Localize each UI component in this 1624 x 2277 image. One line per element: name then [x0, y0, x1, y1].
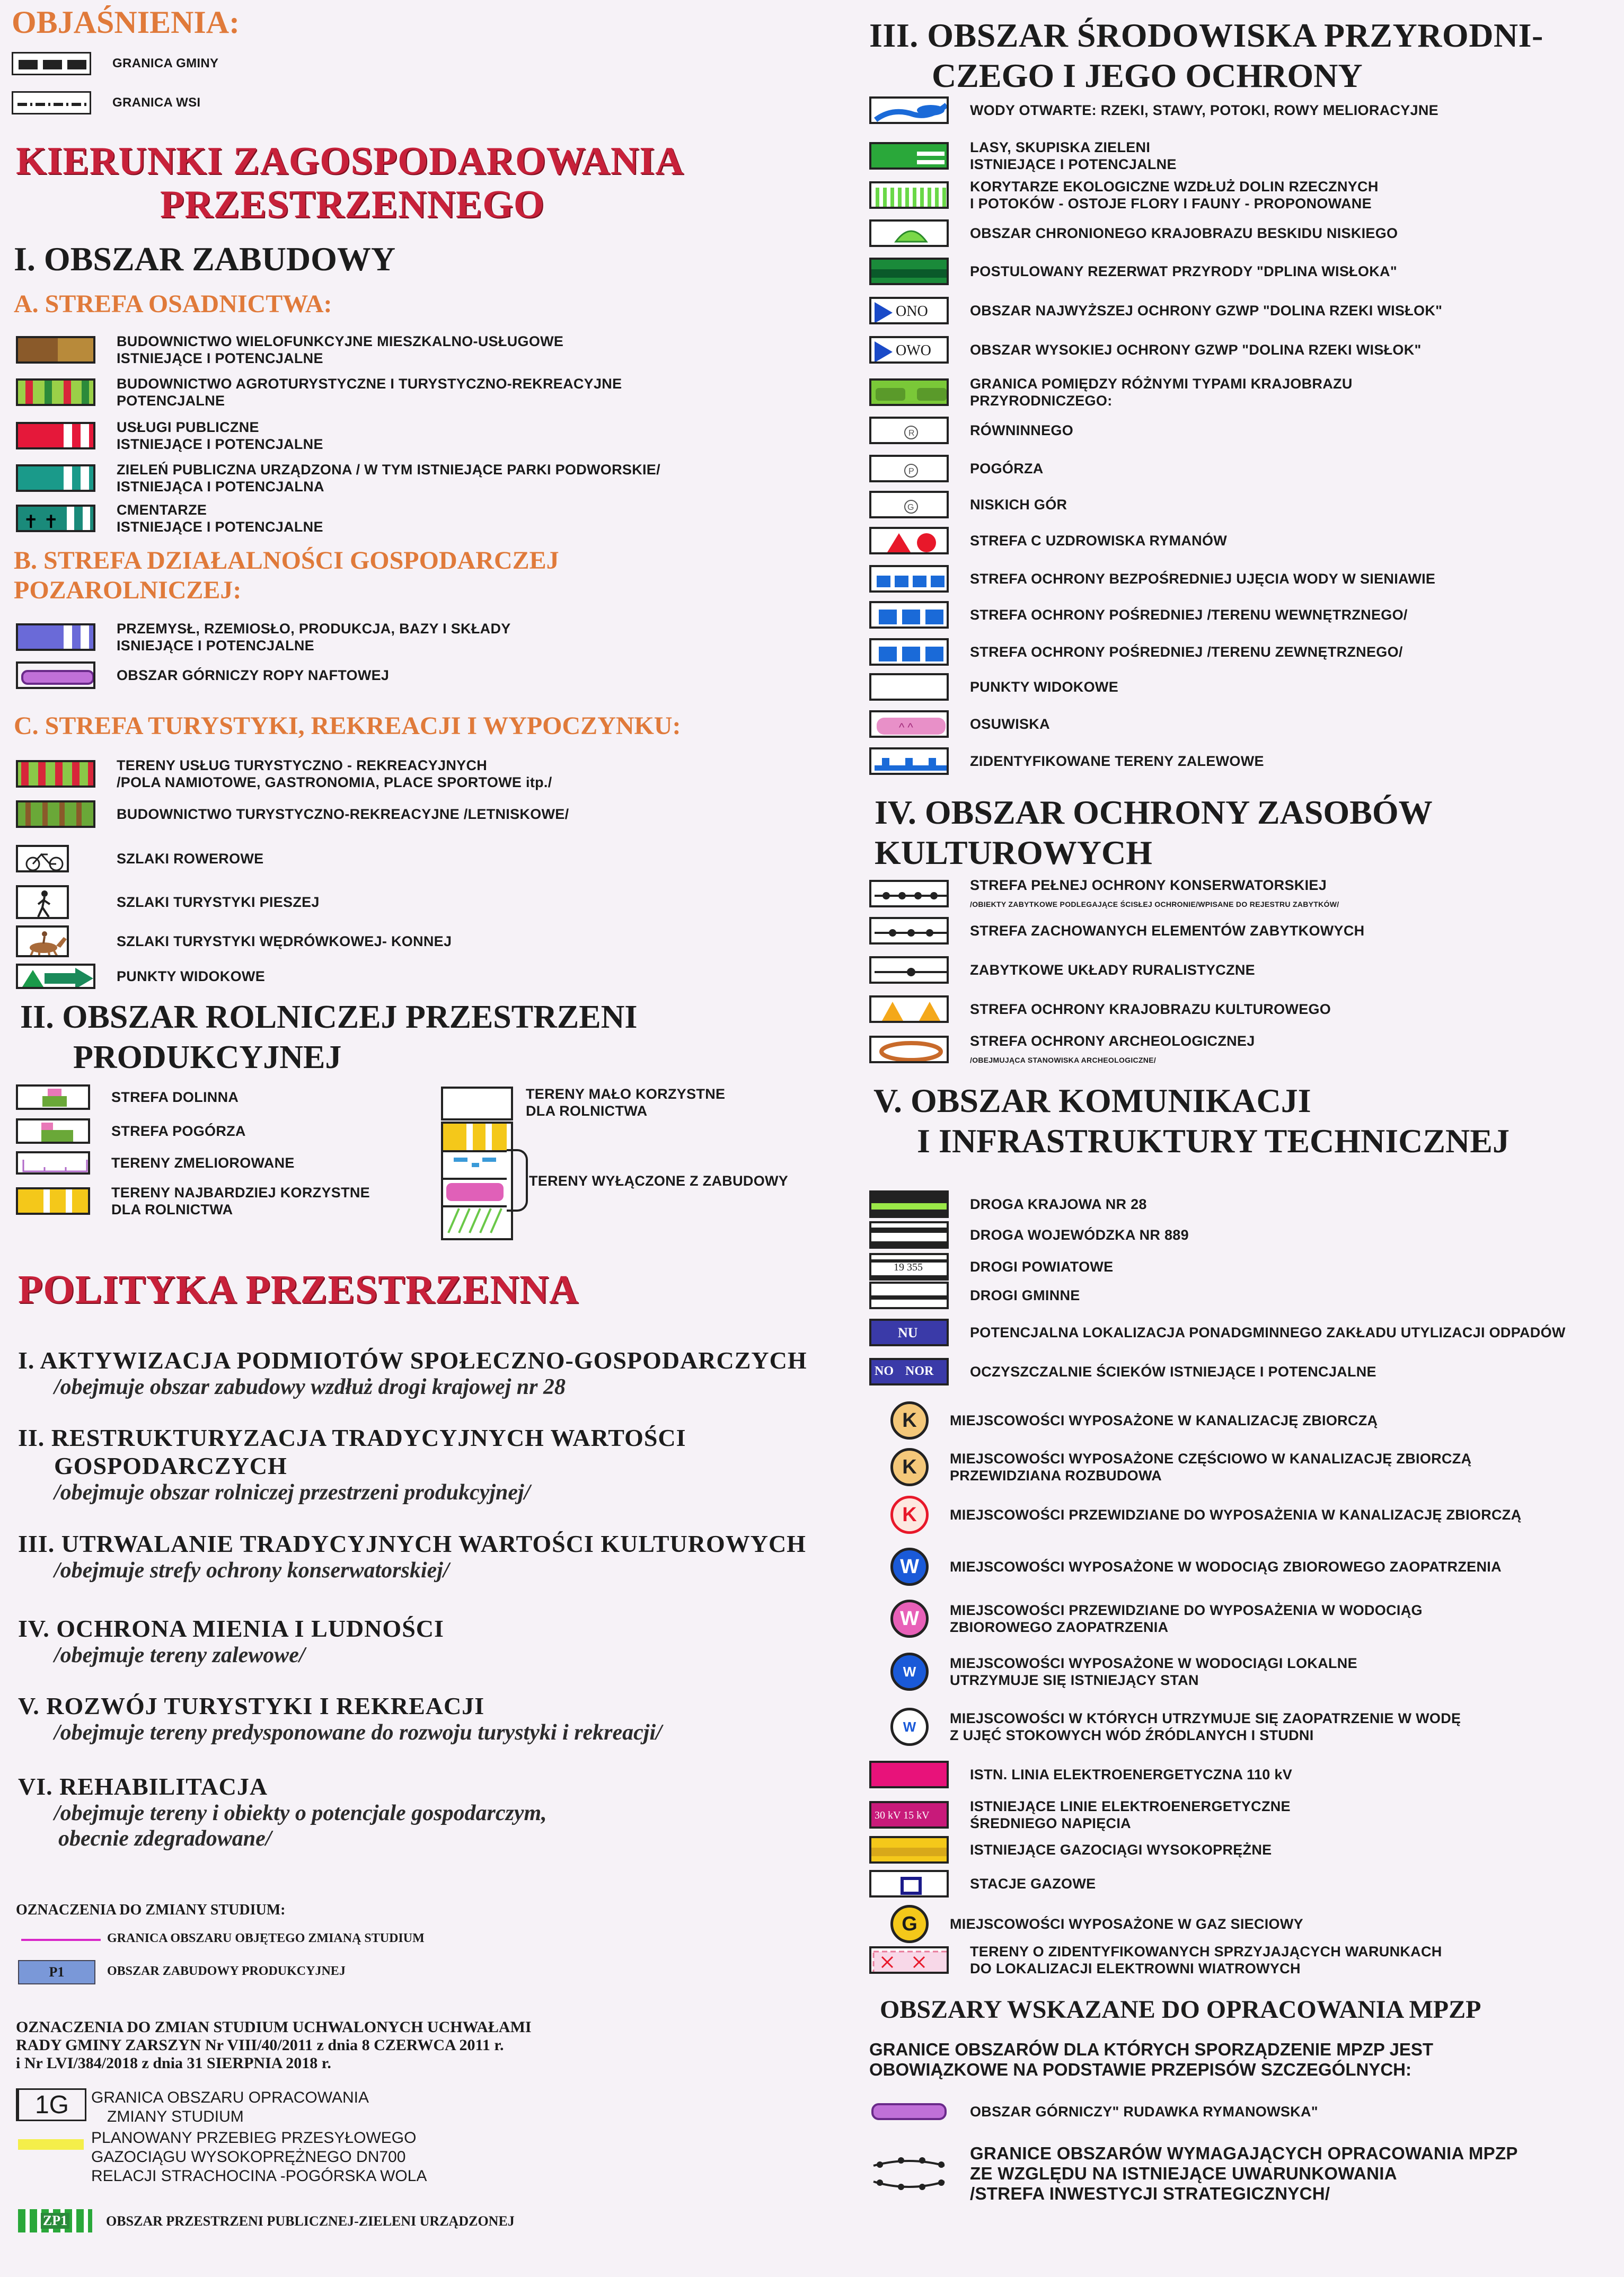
sec5-title-1: V. OBSZAR KOMUNIKACJI — [873, 1082, 1311, 1119]
sec2-item-sub: DLA ROLNICTWA — [111, 1202, 233, 1217]
sec1-title: I. OBSZAR ZABUDOWY — [14, 240, 396, 278]
sec3-item-9 — [869, 455, 1044, 482]
sec4-item-1-label: STREFA ZACHOWANYCH ELEMENTÓW ZABYTKOWYCH — [970, 923, 1365, 939]
legend-item-granica-wsi — [12, 91, 200, 114]
energy-item-3-label: STACJE GAZOWE — [970, 1876, 1096, 1892]
utility-sub: ZBIOROWEGO ZAOPATRZENIA — [950, 1619, 1169, 1635]
sec3-item-0-symbol — [869, 96, 949, 124]
sec5-road-0-label: DROGA KRAJOWA NR 28 — [970, 1196, 1147, 1212]
sec3-item-1-symbol — [869, 142, 949, 170]
granica-wsi-label: GRANICA WSI — [112, 95, 201, 110]
sec3-item-3 — [869, 219, 1398, 247]
sec3-item-2 — [869, 178, 1379, 212]
sec4-item-1-symbol — [869, 917, 949, 945]
b-item-label: PRZEMYSŁ, RZEMIOSŁO, PRODUKCJA, BAZY I SKŁADY — [117, 621, 511, 637]
sec4-item-4-label: STREFA OCHRONY ARCHEOLOGICZNEJ — [970, 1033, 1255, 1049]
wylaczone-symbol — [441, 1122, 513, 1240]
mpzp-sub-l1: GRANICE OBSZARÓW DLA KTÓRYCH SPORZĄDZENIE MPZP JEST — [869, 2040, 1433, 2059]
sewer-icon: K — [890, 1496, 929, 1534]
energy-item-1 — [869, 1798, 1291, 1832]
water-supply-icon: W — [890, 1600, 929, 1638]
a-item-sub: ISTNIEJĄCE I POTENCJALNE — [117, 350, 323, 366]
sec3-item-2-sub: I POTOKÓW - OSTOJE FLORY I FAUNY - PROPONOWANE — [970, 196, 1372, 211]
g1-symbol: 1G — [16, 2088, 86, 2121]
polityka-item-1 — [18, 1346, 807, 1400]
polityka-item-title: III. UTRWALANIE TRADYCYJNYCH WARTOŚCI KULTUROWYCH — [18, 1530, 806, 1557]
utility-item-0 — [869, 1401, 1378, 1440]
utility-item-2 — [869, 1496, 1521, 1534]
sec3-item-9-label: POGÓRZA — [970, 461, 1044, 476]
sec3-item-1-label: LASY, SKUPISKA ZIELENI — [970, 139, 1151, 155]
a-item-label: USŁUGI PUBLICZNE — [117, 419, 259, 435]
sec3-item-7 — [869, 375, 1353, 409]
sec5-road-5 — [869, 1358, 1376, 1385]
polityka-item-sub: /obejmuje obszar rolniczej przestrzeni produkcyjnej/ — [54, 1480, 531, 1505]
sec5-road-4-symbol — [869, 1319, 949, 1346]
sec5-road-0 — [869, 1190, 1147, 1218]
g1-label — [91, 2088, 369, 2126]
kierunki-title-2: PRZESTRZENNEGO — [160, 183, 545, 226]
sec5-road-3-symbol — [869, 1282, 949, 1309]
zp1-label: OBSZAR PRZESTRZENI PUBLICZNEJ-ZIELENI URZĄDZONEJ — [106, 2213, 515, 2229]
a-item-uslugi-publiczne — [16, 419, 323, 453]
polityka-item-sub: /obejmuje tereny i obiekty o potencjale gospodarczym, — [54, 1801, 547, 1825]
bicycle-icon — [16, 845, 69, 872]
sec4-item-1 — [869, 917, 1364, 945]
strefa-a-title: A. STREFA OSADNICTWA: — [14, 290, 332, 318]
sec3-item-5-label: OBSZAR NAJWYŻSZEJ OCHRONY GZWP "DOLINA RZEKI WISŁOK" — [970, 303, 1443, 319]
sec3-item-5-symbol — [869, 297, 949, 324]
svg-text:G: G — [907, 503, 914, 512]
utility-sub: UTRZYMUJE SIĘ ISTNIEJĄCY STAN — [950, 1672, 1199, 1688]
c-item-szlaki-konne — [16, 925, 452, 957]
sec3-item-8 — [869, 417, 1073, 444]
zp1-symbol — [18, 2209, 92, 2232]
polityka-item-title-2: GOSPODARCZYCH — [54, 1452, 287, 1479]
zmiany-title: OZNACZENIA DO ZMIANY STUDIUM: — [16, 1902, 286, 1918]
boundary-symbol — [12, 52, 91, 75]
b-item-label: OBSZAR GÓRNICZY ROPY NAFTOWEJ — [117, 667, 390, 683]
sec3-item-17-symbol — [869, 747, 949, 775]
a-item-sub: ISTNIEJĄCE I POTENCJALNE — [117, 519, 323, 535]
polityka-item-title: VI. REHABILITACJA — [18, 1773, 268, 1800]
mpzp-gorniczy — [869, 2098, 1318, 2125]
brown-fill-symbol — [16, 336, 95, 364]
polityka-item-title: I. AKTYWIZACJA PODMIOTÓW SPOŁECZNO-GOSPODARCZYCH — [18, 1347, 807, 1374]
utility-item-1 — [869, 1448, 1471, 1486]
mpzp-title: OBSZARY WSKAZANE DO OPRACOWANIA MPZP — [880, 1996, 1481, 2024]
c-item-szlaki-rowerowe — [16, 845, 263, 872]
malo-korzystne-label — [526, 1085, 725, 1119]
wym-l2: ZE WZGLĘDU NA ISTNIEJĄCE UWARUNKOWANIA — [970, 2164, 1397, 2183]
polityka-item-title: IV. OCHRONA MIENIA I LUDNOŚCI — [18, 1615, 444, 1642]
utility-item-6 — [869, 1708, 1461, 1746]
sec4-item-2 — [869, 956, 1255, 984]
utility-label: MIEJSCOWOŚCI W KTÓRYCH UTRZYMUJE SIĘ ZAOPATRZENIE W WODĘ — [950, 1710, 1461, 1726]
sec5-road-3 — [869, 1282, 1080, 1309]
water-supply-icon: W — [890, 1548, 929, 1586]
sec3-item-7-sub: PRZYRODNICZEGO: — [970, 393, 1113, 409]
energy-item-5-symbol — [869, 1946, 949, 1974]
sec2-item-dolinna — [16, 1084, 239, 1110]
energy-item-2-symbol — [869, 1836, 949, 1864]
wylaczone-label: TERENY WYŁĄCZONE Z ZABUDOWY — [529, 1173, 789, 1189]
utility-label: MIEJSCOWOŚCI WYPOSAŻONE CZĘŚCIOWO W KANALIZACJĘ ZBIORCZĄ — [950, 1451, 1472, 1467]
sec4-item-3-symbol — [869, 995, 949, 1023]
sec4-item-0 — [869, 877, 1339, 911]
mpzp-sub-l2: OBOWIĄZKOWE NA PODSTAWIE PRZEPISÓW SZCZEGÓLNYCH: — [869, 2060, 1411, 2079]
a-item-label: CMENTARZE — [117, 502, 207, 518]
yellow-stripe-symbol — [16, 1187, 90, 1215]
mpzp-gorniczy-label: OBSZAR GÓRNICZY" RUDAWKA RYMANOWSKA" — [970, 2104, 1318, 2120]
kierunki-title-1: KIERUNKI ZAGOSPODAROWANIA — [16, 139, 684, 183]
sec5-road-1 — [869, 1221, 1189, 1249]
sec4-title-2: KULTUROWYCH — [875, 834, 1152, 871]
b-item-sub: ISNIEJĄCE I POTENCJALNE — [117, 638, 314, 654]
legend-item-granica-gminy — [12, 52, 218, 75]
viewpoint-arrow-icon — [16, 964, 95, 989]
sec3-item-11 — [869, 527, 1227, 554]
red-stripe-symbol — [16, 422, 95, 449]
sec2-item-label: STREFA DOLINNA — [111, 1089, 239, 1105]
sec3-item-10-symbol — [869, 491, 949, 518]
sec3-item-10 — [869, 491, 1067, 518]
utility-label: MIEJSCOWOŚCI PRZEWIDZIANE DO WYPOSAŻENIA W WODOCIĄG — [950, 1602, 1423, 1618]
utility-sub: Z UJĘĆ STOKOWYCH WÓD ŹRÓDLANYCH I STUDNI — [950, 1727, 1314, 1743]
c-item-szlaki-piesze — [16, 885, 320, 919]
sec3-item-4-symbol — [869, 258, 949, 285]
sec4-item-0-symbol — [869, 880, 949, 907]
gas-pipeline-line — [18, 2139, 84, 2150]
gas-icon: G — [890, 1905, 929, 1943]
a-item-cmentarze — [16, 501, 323, 535]
energy-item-1-symbol — [869, 1801, 949, 1829]
sec4-item-4-sub: /OBEJMUJĄCA STANOWISKA ARCHEOLOGICZNE/ — [970, 1056, 1157, 1064]
wym-l1: GRANICE OBSZARÓW WYMAGAJĄCYCH OPRACOWANIA MPZP — [970, 2143, 1518, 2163]
energy-item-0-label: ISTN. LINIA ELEKTROENERGETYCZNA 110 kV — [970, 1767, 1292, 1782]
sec3-item-0 — [869, 96, 1438, 124]
sec3-item-12-label: STREFA OCHRONY BEZPOŚREDNIEJ UJĘCIA WODY W SIENIAWIE — [970, 571, 1436, 587]
utility-label: MIEJSCOWOŚCI PRZEWIDZIANE DO WYPOSAŻENIA W KANALIZACJĘ ZBIORCZĄ — [950, 1507, 1522, 1523]
sec3-item-3-symbol — [869, 219, 949, 247]
energy-item-0-symbol — [869, 1761, 949, 1788]
sec3-item-11-symbol — [869, 527, 949, 554]
sec2-item-zmeliorowane — [16, 1151, 295, 1175]
teal-stripe-symbol — [16, 464, 95, 492]
nor-code: NOR — [905, 1364, 934, 1378]
sec4-item-2-symbol — [869, 956, 949, 984]
c-item-uslugi-turystyczne — [16, 757, 552, 791]
green-brown-stripe-symbol — [16, 800, 95, 828]
malo-l2: DLA ROLNICTWA — [526, 1103, 648, 1119]
sec4-item-4-symbol — [869, 1036, 949, 1063]
energy-item-2-label: ISTNIEJĄCE GAZOCIĄGI WYSOKOPRĘŻNE — [970, 1842, 1272, 1858]
drained-land-symbol — [16, 1151, 90, 1175]
a-item-agroturystyczne — [16, 375, 622, 409]
sec3-item-14-symbol — [869, 638, 949, 666]
c-item-label: SZLAKI TURYSTYKI WĘDRÓWKOWEJ- KONNEJ — [117, 933, 452, 949]
sec4-item-0-label: STREFA PEŁNEJ OCHRONY KONSERWATORSKIEJ — [970, 877, 1327, 893]
foothill-symbol — [16, 1118, 90, 1144]
sec3-item-14 — [869, 638, 1403, 666]
sec3-item-17-label: ZIDENTYFIKOWANE TERENY ZALEWOWE — [970, 753, 1264, 769]
sec5-title-2: I INFRASTRUKTURY TECHNICZNEJ — [917, 1122, 1510, 1160]
sec5-road-1-label: DROGA WOJEWÓDZKA NR 889 — [970, 1227, 1189, 1243]
strefa-c-title: C. STREFA TURYSTYKI, REKREACJI I WYPOCZYNKU: — [14, 712, 681, 740]
energy-item-3-symbol — [869, 1870, 949, 1898]
sec3-title-1: III. OBSZAR ŚRODOWISKA PRZYRODNI- — [869, 16, 1543, 54]
c-item-label: PUNKTY WIDOKOWE — [117, 968, 265, 984]
mpzp-sub — [869, 2040, 1433, 2080]
polityka-item-2 — [18, 1424, 686, 1505]
red-green-stripe-symbol — [16, 760, 95, 788]
sec5-road-5-label: OCZYSZCZALNIE ŚCIEKÓW ISTNIEJĄCE I POTENCJALNE — [970, 1364, 1376, 1380]
sec5-road-2-symbol — [869, 1253, 949, 1281]
utility-item-4 — [869, 1600, 1423, 1638]
energy-item-3 — [869, 1870, 1096, 1898]
a-item-label: BUDOWNICTWO AGROTURYSTYCZNE I TURYSTYCZNO-REKREACYJNE — [117, 376, 622, 392]
polityka-item-6 — [18, 1772, 547, 1851]
mining-area-symbol — [869, 2098, 949, 2125]
polityka-item-5 — [18, 1692, 662, 1745]
owo-code: OWO — [896, 342, 931, 359]
polityka-item-sub: /obejmuje tereny predysponowane do rozwoju turystyki i rekreacji/ — [54, 1720, 662, 1745]
pedestrian-icon — [16, 885, 69, 919]
green-stripe-symbol — [16, 378, 95, 406]
polityka-item-title: II. RESTRUKTURYZACJA TRADYCYJNYCH WARTOŚCI — [18, 1424, 686, 1451]
utility-label: MIEJSCOWOŚCI WYPOSAŻONE W WODOCIĄG ZBIOROWEGO ZAOPATRZENIA — [950, 1559, 1502, 1575]
gaz-l1: PLANOWANY PRZEBIEG PRZESYŁOWEGO — [91, 2129, 417, 2147]
wym-l3: /STREFA INWESTYCJI STRATEGICZNYCH/ — [970, 2184, 1330, 2203]
energy-item-2 — [869, 1836, 1272, 1864]
c-item-letniskowe — [16, 800, 569, 828]
sec3-item-4-label: POSTULOWANY REZERWAT PRZYRODY "DPLINA WISŁOKA" — [970, 263, 1397, 279]
zmiany-granica-label: GRANICA OBSZARU OBJĘTEGO ZMIANĄ STUDIUM — [107, 1931, 425, 1945]
sec3-item-1-sub: ISTNIEJĄCE I POTENCJALNE — [970, 156, 1177, 172]
granica-gminy-label: GRANICA GMINY — [112, 56, 219, 70]
strefa-b-l2: POZAROLNICZEJ: — [14, 576, 242, 604]
sec3-item-12-symbol — [869, 565, 949, 593]
svg-text:✝: ✝ — [23, 512, 39, 532]
polityka-item-title: V. ROZWÓJ TURYSTYKI I REKREACJI — [18, 1692, 485, 1719]
a-item-zielen-publiczna — [16, 461, 660, 495]
energy-item-5 — [869, 1943, 1442, 1977]
sec4-item-3-label: STREFA OCHRONY KRAJOBRAZU KULTUROWEGO — [970, 1001, 1331, 1017]
gaz-l3: RELACJI STRACHOCINA -POGÓRSKA WOLA — [91, 2167, 427, 2185]
sec3-item-16-symbol — [869, 710, 949, 738]
sec3-item-16-label: OSUWISKA — [970, 716, 1050, 732]
uchwaly-l1: OZNACZENIA DO ZMIAN STUDIUM UCHWALONYCH UCHWAŁAMI — [16, 2018, 532, 2036]
energy-item-1-label: ISTNIEJĄCE LINIE ELEKTROENERGETYCZNE — [970, 1798, 1291, 1814]
sec2-title-1: II. OBSZAR ROLNICZEJ PRZESTRZENI — [20, 999, 638, 1035]
sec3-item-13-symbol — [869, 601, 949, 629]
sec3-item-5 — [869, 297, 1442, 324]
malo-l1: TERENY MAŁO KORZYSTNE — [526, 1086, 726, 1102]
sec3-item-7-label: GRANICA POMIĘDZY RÓŻNYMI TYPAMI KRAJOBRAZU — [970, 376, 1353, 392]
a-item-wielofunkcyjne — [16, 333, 563, 367]
polityka-item-sub-2: obecnie zdegradowane/ — [58, 1826, 272, 1851]
sec3-item-4 — [869, 258, 1397, 285]
sn-code: 30 kV 15 kV — [875, 1810, 930, 1821]
sec3-item-6 — [869, 336, 1422, 364]
uchwaly-l2: RADY GMINY ZARSZYN Nr VIII/40/2011 z dnia 8 CZERWCA 2011 r. — [16, 2036, 504, 2054]
sec4-item-0-sub: /OBIEKTY ZABYTKOWE PODLEGAJĄCE ŚCISŁEJ OCHRONIE/WPISANE DO REJESTRU ZABYTKÓW/ — [970, 900, 1339, 908]
sec3-item-15 — [869, 673, 1118, 701]
sec3-item-2-label: KORYTARZE EKOLOGICZNE WZDŁUŻ DOLIN RZECZNYCH — [970, 179, 1379, 195]
sec5-road-4-label: POTENCJALNA LOKALIZACJA PONADGMINNEGO ZAKŁADU UTYLIZACJI ODPADÓW — [970, 1325, 1566, 1340]
c-item-label: BUDOWNICTWO TURYSTYCZNO-REKREACYJNE /LETNISKOWE/ — [117, 806, 569, 822]
sec5-road-1-symbol — [869, 1221, 949, 1249]
c-item-label: SZLAKI TURYSTYKI PIESZEJ — [117, 894, 320, 910]
water-supply-icon: W — [890, 1653, 929, 1691]
sec3-item-0-label: WODY OTWARTE: RZEKI, STAWY, POTOKI, ROWY MELIORACYJNE — [970, 102, 1438, 118]
svg-text:P: P — [908, 467, 914, 476]
sec3-item-3-label: OBSZAR CHRONIONEGO KRAJOBRAZU BESKIDU NISKIEGO — [970, 225, 1398, 241]
utility-label: MIEJSCOWOŚCI WYPOSAŻONE W WODOCIĄGI LOKALNE — [950, 1655, 1357, 1671]
road-code: 19 355 — [894, 1261, 923, 1273]
sec3-item-8-symbol — [869, 417, 949, 444]
ono-code: ONO — [896, 303, 928, 320]
polityka-item-sub: /obejmuje obszar zabudowy wzdłuż drogi krajowej nr 28 — [54, 1375, 566, 1399]
sec2-item-label: TERENY ZMELIOROWANE — [111, 1155, 295, 1171]
sec2-item-label: TERENY NAJBARDZIEJ KORZYSTNE — [111, 1185, 370, 1201]
c-item-punkty-widokowe — [16, 964, 265, 989]
c-item-label: TERENY USŁUG TURYSTYCZNO - REKREACYJNYCH — [117, 757, 488, 773]
sec3-item-9-symbol — [869, 455, 949, 482]
c-item-label: SZLAKI ROWEROWE — [117, 851, 264, 867]
zmiany-boundary-line — [21, 1939, 101, 1941]
sec3-item-14-label: STREFA OCHRONY POŚREDNIEJ /TERENU ZEWNĘTRZNEGO/ — [970, 644, 1403, 660]
no-code: NO — [875, 1364, 894, 1378]
sewer-icon: K — [890, 1448, 929, 1486]
sec3-item-11-label: STREFA C UZDROWISKA RYMANÓW — [970, 533, 1228, 549]
c-item-sub: /POLA NAMIOTOWE, GASTRONOMIA, PLACE SPORTOWE itp./ — [117, 774, 552, 790]
b-item-przemysl — [16, 620, 511, 654]
a-item-sub: ISTNIEJĄCA I POTENCJALNA — [117, 479, 324, 495]
polityka-item-sub: /obejmuje tereny zalewowe/ — [54, 1643, 305, 1667]
valley-symbol — [16, 1084, 90, 1110]
sec3-item-1 — [869, 139, 1177, 173]
uchwaly-text — [16, 2018, 532, 2072]
sec3-item-2-symbol — [869, 181, 949, 209]
violet-stripe-symbol — [16, 623, 95, 651]
svg-text:✝: ✝ — [43, 512, 59, 532]
sec3-item-15-symbol — [869, 673, 949, 701]
cemetery-symbol — [16, 505, 95, 532]
energy-label: MIEJSCOWOŚCI WYPOSAŻONE W GAZ SIECIOWY — [950, 1916, 1303, 1932]
mining-area-symbol — [16, 661, 95, 689]
b-item-gorniczy — [16, 661, 389, 689]
sec3-item-13 — [869, 601, 1408, 629]
sec3-item-12 — [869, 565, 1435, 593]
sec2-item-pogorza — [16, 1118, 246, 1144]
polityka-item-4 — [18, 1614, 444, 1668]
nu-code: NU — [898, 1325, 918, 1340]
sec3-item-6-symbol — [869, 336, 949, 364]
energy-item-5-label: TERENY O ZIDENTYFIKOWANYCH SPRZYJAJĄCYCH WARUNKACH — [970, 1944, 1442, 1960]
energy-item-0 — [869, 1761, 1292, 1788]
p1-symbol: P1 — [18, 1960, 95, 1984]
strefa-b-title — [14, 546, 559, 605]
bracket — [507, 1149, 528, 1212]
energy-item-5-sub: DO LOKALIZACJI ELEKTROWNI WIATROWYCH — [970, 1961, 1301, 1976]
sec5-road-2-label: DROGI POWIATOWE — [970, 1259, 1114, 1275]
boundary-symbol — [12, 91, 91, 114]
sec2-item-najbardziej-korzystne — [16, 1184, 370, 1218]
malo-korzystne-symbol — [441, 1087, 513, 1120]
gaz-l2: GAZOCIĄGU WYSOKOPRĘŻNEGO DN700 — [91, 2148, 406, 2166]
a-item-label: BUDOWNICTWO WIELOFUNKCYJNE MIESZKALNO-USŁUGOWE — [117, 333, 564, 349]
sec3-item-15-label: PUNKTY WIDOKOWE — [970, 679, 1118, 695]
sec3-item-13-label: STREFA OCHRONY POŚREDNIEJ /TERENU WEWNĘTRZNEGO/ — [970, 607, 1408, 623]
utility-item-3 — [869, 1548, 1502, 1586]
legend-title: OBJAŚNIENIA: — [12, 5, 240, 40]
polityka-title: POLITYKA PRZESTRZENNA — [18, 1267, 579, 1312]
energy-item-1-sub: ŚREDNIEGO NAPIĘCIA — [970, 1815, 1131, 1831]
zp1-code: ZP1 — [41, 2213, 69, 2229]
g1-l1: GRANICA OBSZARU OPRACOWANIA — [91, 2089, 369, 2106]
strefa-b-l1: B. STREFA DZIAŁALNOŚCI GOSPODARCZEJ — [14, 546, 559, 575]
sec2-title-2: PRODUKCYJNEJ — [73, 1039, 342, 1075]
a-item-label: ZIELEŃ PUBLICZNA URZĄDZONA / W TYM ISTNIEJĄCE PARKI PODWORSKIE/ — [117, 462, 660, 478]
sec3-item-17 — [869, 747, 1264, 775]
utility-label: MIEJSCOWOŚCI WYPOSAŻONE W KANALIZACJĘ ZBIORCZĄ — [950, 1413, 1378, 1428]
energy-item-gas — [869, 1905, 1303, 1943]
p1-label: OBSZAR ZABUDOWY PRODUKCYJNEJ — [107, 1964, 346, 1978]
sec5-road-4 — [869, 1319, 1566, 1346]
gaz-label — [91, 2129, 427, 2186]
sec4-title-1: IV. OBSZAR OCHRONY ZASOBÓW — [875, 793, 1433, 831]
sec2-item-label: STREFA POGÓRZA — [111, 1123, 246, 1139]
utility-item-5 — [869, 1653, 1357, 1691]
sec4-item-3 — [869, 995, 1331, 1023]
sec5-road-0-symbol — [869, 1190, 949, 1218]
g1-l2: ZMIANY STUDIUM — [107, 2108, 244, 2125]
a-item-sub: POTENCJALNE — [117, 393, 225, 409]
utility-sub: PRZEWIDZIANA ROZBUDOWA — [950, 1468, 1162, 1484]
svg-text:^ ^: ^ ^ — [899, 721, 913, 734]
polityka-item-sub: /obejmuje strefy ochrony konserwatorskiej/ — [54, 1558, 449, 1583]
sec3-item-7-symbol — [869, 378, 949, 406]
sec4-item-4 — [869, 1032, 1255, 1066]
sec3-item-6-label: OBSZAR WYSOKIEJ OCHRONY GZWP "DOLINA RZEKI WISŁOK" — [970, 342, 1422, 358]
sec3-item-10-label: NISKICH GÓR — [970, 497, 1067, 513]
sec3-item-8-label: RÓWNINNEGO — [970, 422, 1073, 438]
sec5-road-2 — [869, 1253, 1114, 1281]
sewer-icon: K — [890, 1401, 929, 1440]
strategic-boundary-symbol — [869, 2155, 949, 2192]
mpzp-wymagajace — [869, 2143, 1518, 2204]
horse-rider-icon — [16, 925, 69, 957]
water-supply-icon: W — [890, 1708, 929, 1746]
sec5-road-3-label: DROGI GMINNE — [970, 1287, 1080, 1303]
oczyszczalnie-codes — [875, 1364, 933, 1379]
sec3-title-2: CZEGO I JEGO OCHRONY — [932, 57, 1363, 94]
sec5-road-5-symbol — [869, 1358, 949, 1385]
uchwaly-l3: i Nr LVI/384/2018 z dnia 31 SIERPNIA 2018 r. — [16, 2054, 331, 2072]
a-item-sub: ISTNIEJĄCE I POTENCJALNE — [117, 436, 323, 452]
sec4-item-2-label: ZABYTKOWE UKŁADY RURALISTYCZNE — [970, 962, 1255, 978]
polityka-item-3 — [18, 1530, 806, 1583]
sec3-item-16 — [869, 710, 1050, 738]
svg-text:R: R — [908, 429, 915, 438]
